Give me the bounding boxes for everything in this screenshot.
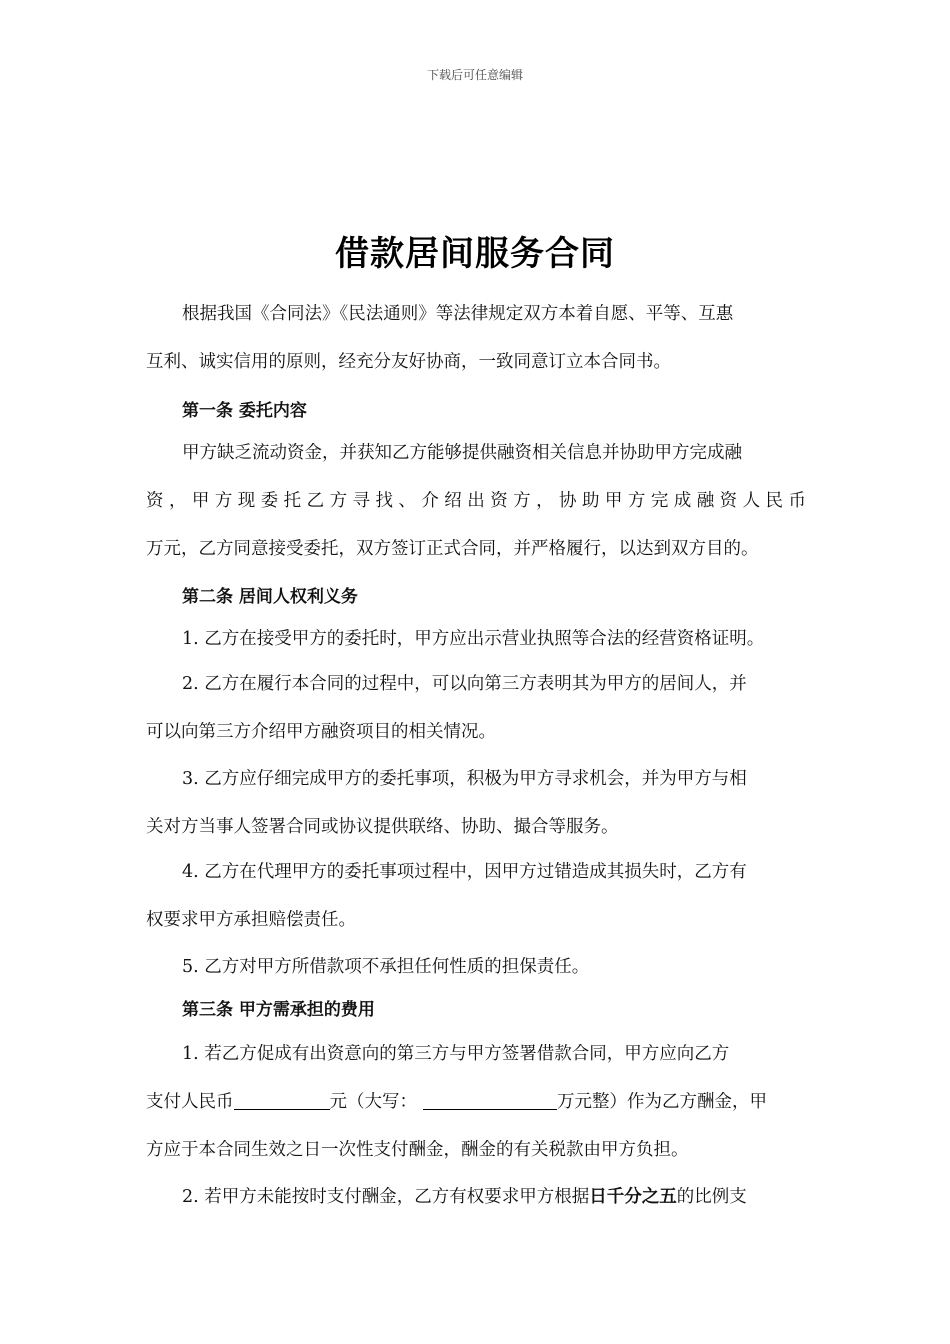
article-3-item-1-line-1: 1. 若乙方促成有出资意向的第三方与甲方签署借款合同，甲方应向乙方 bbox=[182, 1044, 730, 1064]
article-2-heading: 第二条 居间人权利义务 bbox=[182, 587, 358, 607]
header-note: 下载后可任意编辑 bbox=[426, 68, 523, 82]
article-3-item-1-line-3: 方应于本合同生效之日一次性支付酬金，酬金的有关税款由甲方负担。 bbox=[146, 1140, 689, 1160]
uppercase-amount-blank-field[interactable] bbox=[423, 1091, 557, 1110]
article-1-line-1: 甲方缺乏流动资金，并获知乙方能够提供融资相关信息并协助甲方完成融 bbox=[182, 443, 742, 463]
payment-amount-label: 支付人民币 bbox=[146, 1092, 234, 1112]
article-3-item-1-line-2 bbox=[146, 1088, 806, 1113]
preamble-line-2: 互利、诚实信用的原则，经充分友好协商，一致同意订立本合同书。 bbox=[146, 352, 671, 372]
uppercase-amount-label: 元（大写： bbox=[329, 1092, 417, 1112]
article-2-item-2-line-1: 2. 乙方在履行本合同的过程中，可以向第三方表明其为甲方的居间人，并 bbox=[182, 674, 747, 694]
preamble-line-1: 根据我国《合同法》《民法通则》等法律规定双方本着自愿、平等、互惠 bbox=[182, 304, 734, 324]
article-2-item-1: 1. 乙方在接受甲方的委托时，甲方应出示营业执照等合法的经营资格证明。 bbox=[182, 629, 765, 649]
article-2-item-2-line-2: 可以向第三方介绍甲方融资项目的相关情况。 bbox=[146, 722, 496, 742]
late-fee-rate: 日千分之五 bbox=[589, 1187, 677, 1207]
article-1-heading: 第一条 委托内容 bbox=[182, 401, 307, 421]
late-fee-text-end: 的比例支 bbox=[676, 1187, 747, 1207]
article-2-item-5: 5. 乙方对甲方所借款项不承担任何性质的担保责任。 bbox=[182, 957, 590, 977]
article-2-item-3-line-1: 3. 乙方应仔细完成甲方的委托事项，积极为甲方寻求机会，并为甲方与相 bbox=[182, 769, 747, 789]
article-3-item-2 bbox=[182, 1183, 806, 1208]
article-1-line-3: 万元，乙方同意接受委托，双方签订正式合同，并严格履行，以达到双方目的。 bbox=[146, 539, 759, 559]
document-title: 借款居间服务合同 bbox=[335, 234, 615, 274]
article-2-item-4-line-2: 权要求甲方承担赔偿责任。 bbox=[146, 910, 356, 930]
remuneration-text: 万元整）作为乙方酬金，甲 bbox=[557, 1092, 767, 1112]
article-2-item-3-line-2: 关对方当事人签署合同或协议提供联络、协助、撮合等服务。 bbox=[146, 817, 619, 837]
article-1-line-2: 资，甲方现委托乙方寻找、介绍出资方，协助甲方完成融资人民币 bbox=[146, 491, 806, 511]
article-2-item-4-line-1: 4. 乙方在代理甲方的委托事项过程中，因甲方过错造成其损失时，乙方有 bbox=[182, 862, 747, 882]
amount-blank-field[interactable] bbox=[234, 1091, 330, 1110]
article-3-heading: 第三条 甲方需承担的费用 bbox=[182, 1000, 375, 1020]
late-fee-text: 2. 若甲方未能按时支付酬金，乙方有权要求甲方根据 bbox=[182, 1187, 590, 1207]
